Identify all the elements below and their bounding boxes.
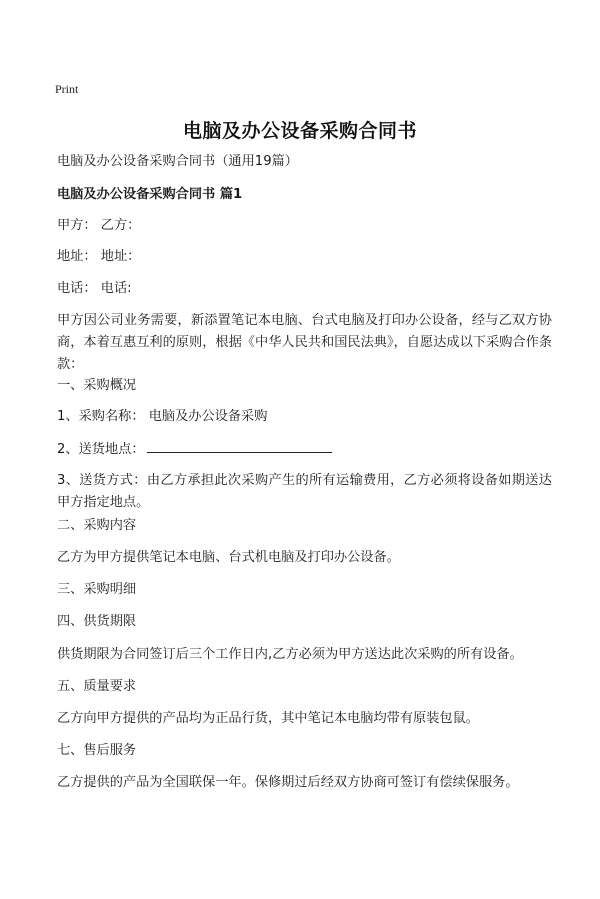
print-label[interactable]: Print (55, 82, 79, 96)
s1-item3: 3、送货方式：由乙方承担此次采购产生的所有运输费用，乙方必须将设备如期送达甲方指定地点。 (57, 473, 552, 510)
address-line: 地址： 地址： (57, 249, 141, 264)
s2-heading: 二、采购内容 (57, 518, 137, 533)
document-subtitle: 电脑及办公设备采购合同书（通用19篇） (57, 154, 298, 169)
s7-text: 乙方提供的产品为全国联保一年。保修期过后经双方协商可签订有偿续保服务。 (57, 775, 519, 790)
delivery-location-blank (147, 438, 332, 453)
s5-heading: 五、质量要求 (57, 679, 137, 694)
s3-heading: 三、采购明细 (57, 582, 137, 597)
section-heading: 电脑及办公设备采购合同书 篇1 (57, 187, 243, 202)
s4-heading: 四、供货期限 (57, 614, 137, 629)
party-line: 甲方： 乙方： (57, 218, 141, 233)
s1-item1: 1、采购名称： 电脑及办公设备采购 (57, 409, 268, 424)
s1-heading: 一、采购概况 (57, 378, 137, 393)
s5-text: 乙方向甲方提供的产品均为正品行货，其中笔记本电脑均带有原装包鼠。 (57, 711, 479, 726)
document-title: 电脑及办公设备采购合同书 (182, 120, 417, 142)
s2-text: 乙方为甲方提供笔记本电脑、台式机电脑及打印办公设备。 (57, 550, 400, 565)
s1-item2-label: 2、送货地点： (57, 442, 145, 457)
s1-item2 (57, 438, 332, 461)
s7-heading: 七、售后服务 (57, 743, 137, 758)
phone-line: 电话： 电话: (57, 281, 132, 296)
intro-paragraph: 甲方因公司业务需要，新添置笔记本电脑、台式电脑及打印办公设备，经与乙双方协商，本着互惠互利的原则，根据《中华人民共和国民法典》，自愿达成以下采购合作条款： (57, 313, 552, 372)
s4-text: 供货期限为合同签订后三个工作日内,乙方必须为甲方送达此次采购的所有设备。 (57, 647, 523, 662)
